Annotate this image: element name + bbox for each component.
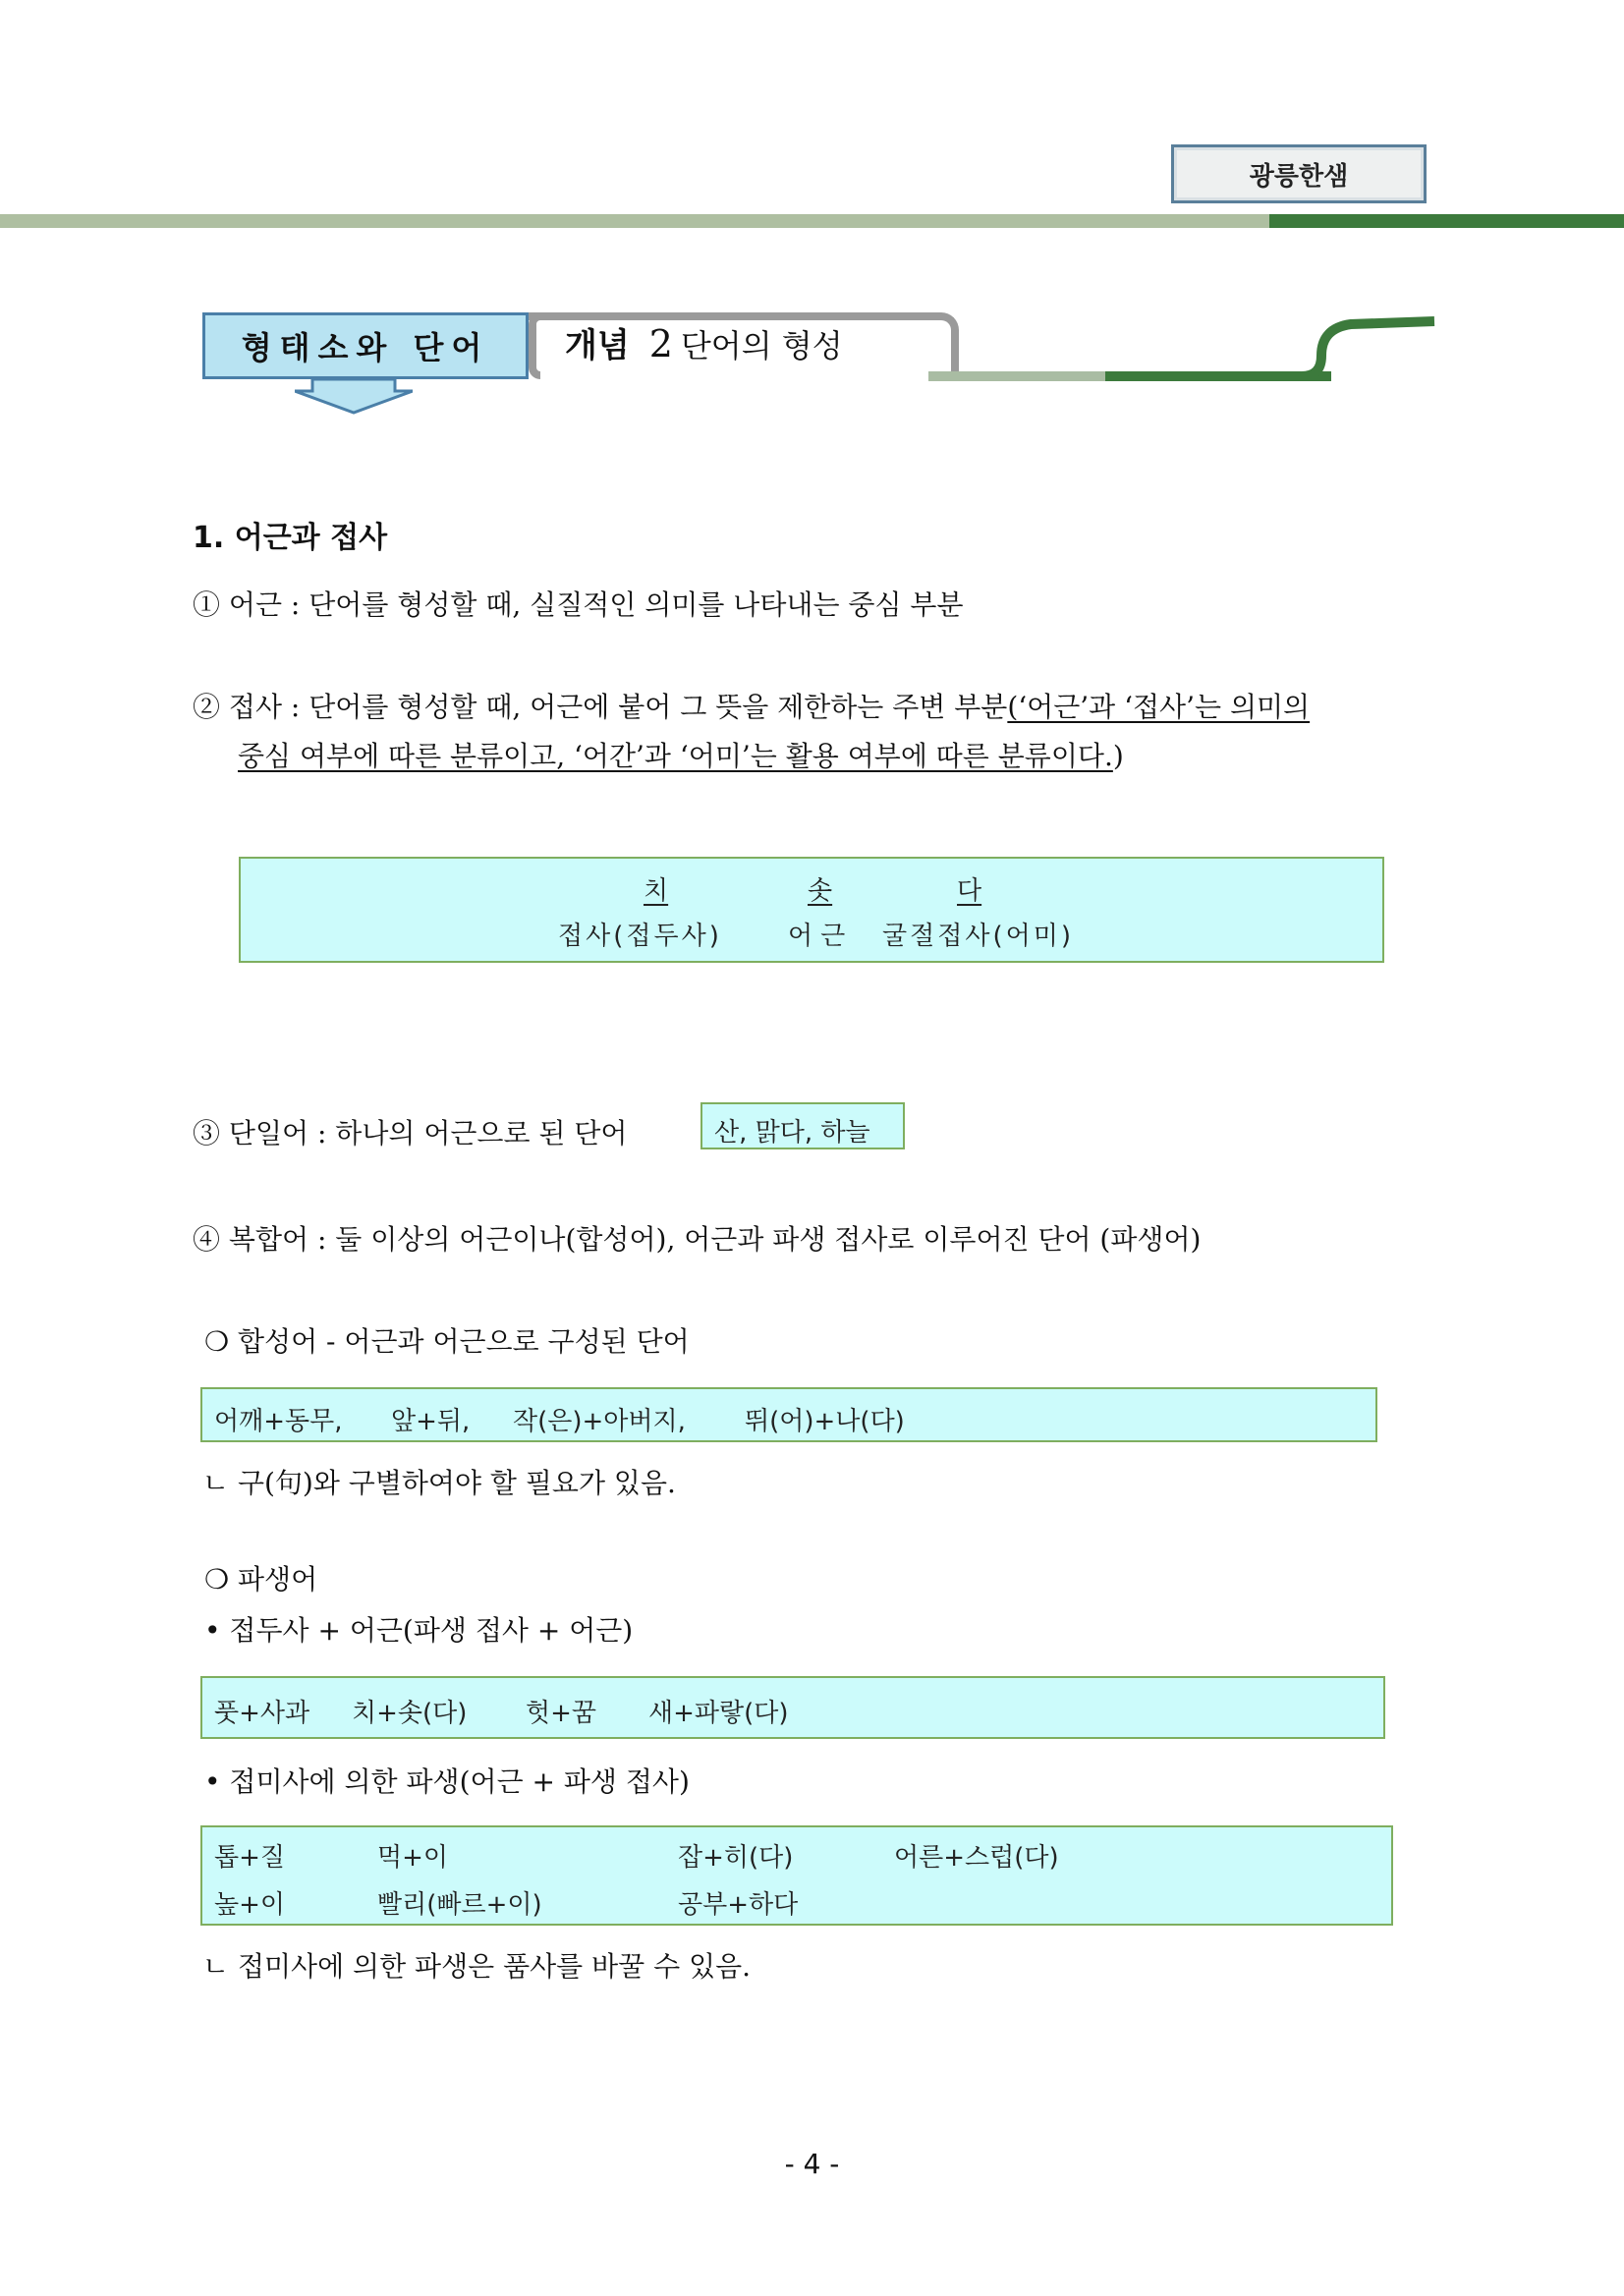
item-2-note-close: ) [1112,740,1124,772]
prefix-example-3: 헛+꿈 [526,1699,597,1728]
heading: 1. 어근과 접사 [193,521,388,555]
example-label-3: 굴절접사(어미) [882,922,1074,951]
item-2-note-b: 중심 여부에 따른 분류이고, ‘어간’과 ‘어미’는 활용 여부에 따른 분류이다. [238,740,1113,772]
concept-number: 2 [648,322,673,365]
item-3: ③ 단일어 : 하나의 어근으로 된 단어 [193,1117,628,1149]
down-arrow-icon [295,379,413,415]
title-rule-grey [928,371,1105,381]
suffix-example-2-1: 높+이 [214,1890,286,1920]
compound-title: ❍ 합성어 - 어근과 어근으로 구성된 단어 [204,1325,690,1358]
suffix-example-2-3: 공부+하다 [678,1890,799,1920]
item-2-note-a: (‘어근’과 ‘접사’는 의미의 [1007,691,1311,723]
example-part-3: 다 [957,876,982,906]
suffix-note: ㄴ 접미사에 의한 파생은 품사를 바꿀 수 있음. [202,1950,752,1983]
title-rule-green [1105,371,1331,381]
example-part-2: 솟 [808,876,833,906]
concept-title [565,318,843,366]
concept-frame-left [529,312,540,379]
example-label-1: 접사(접두사) [558,922,722,951]
concept-label: 개념 [565,326,630,365]
simple-word-examples: 산, 맑다, 하늘 [700,1102,905,1149]
example-part-1: 치 [644,876,669,906]
prefix-bullet: • 접두사 + 어근(파생 접사 + 어근) [204,1614,634,1647]
item-1: ① 어근 : 단어를 형성할 때, 실질적인 의미를 나타내는 중심 부분 [193,588,964,621]
suffix-example-1-1: 톱+질 [214,1843,286,1873]
prefix-example-2: 치+솟(다) [352,1699,468,1728]
suffix-example-1-2: 먹+이 [377,1843,449,1873]
item-2-main: ② 접사 : 단어를 형성할 때, 어근에 붙어 그 뜻을 제한하는 주변 부분 [193,691,1008,723]
item-2-cont [238,739,1124,774]
section-tag: 형태소와 단어 [202,312,529,379]
brand-label: 광릉한샘 [1171,144,1427,203]
concept-subtitle: 단어의 형성 [680,327,843,364]
derived-title: ❍ 파생어 [204,1563,318,1596]
prefix-example-4: 새+파랗(다) [648,1699,789,1728]
example-label-2: 어근 [788,922,854,951]
item-4: ④ 복합어 : 둘 이상의 어근이나(합성어), 어근과 파생 접사로 이루어진 단어 (파생어) [193,1223,1202,1256]
suffix-example-1-4: 어른+스럽(다) [894,1843,1059,1873]
prefix-example-1: 풋+사과 [214,1699,310,1728]
header-rule-left [0,214,1269,228]
header-rule-right [1269,214,1624,228]
compound-example-1: 어깨+동무, [214,1407,343,1436]
title-curve-decoration [1302,316,1439,385]
suffix-bullet: • 접미사에 의한 파생(어근 + 파생 접사) [204,1765,690,1798]
suffix-example-2-2: 빨리(빠르+이) [377,1890,542,1920]
page-number: - 4 - [784,2148,840,2180]
compound-example-2: 앞+뒤, [391,1407,471,1436]
compound-example-3: 작(은)+아버지, [513,1407,686,1436]
compound-note: ㄴ 구(句)와 구별하여야 할 필요가 있음. [202,1467,676,1499]
compound-example-4: 뛰(어)+나(다) [745,1407,905,1436]
suffix-example-1-3: 잡+히(다) [678,1843,794,1873]
item-2 [193,690,1310,725]
